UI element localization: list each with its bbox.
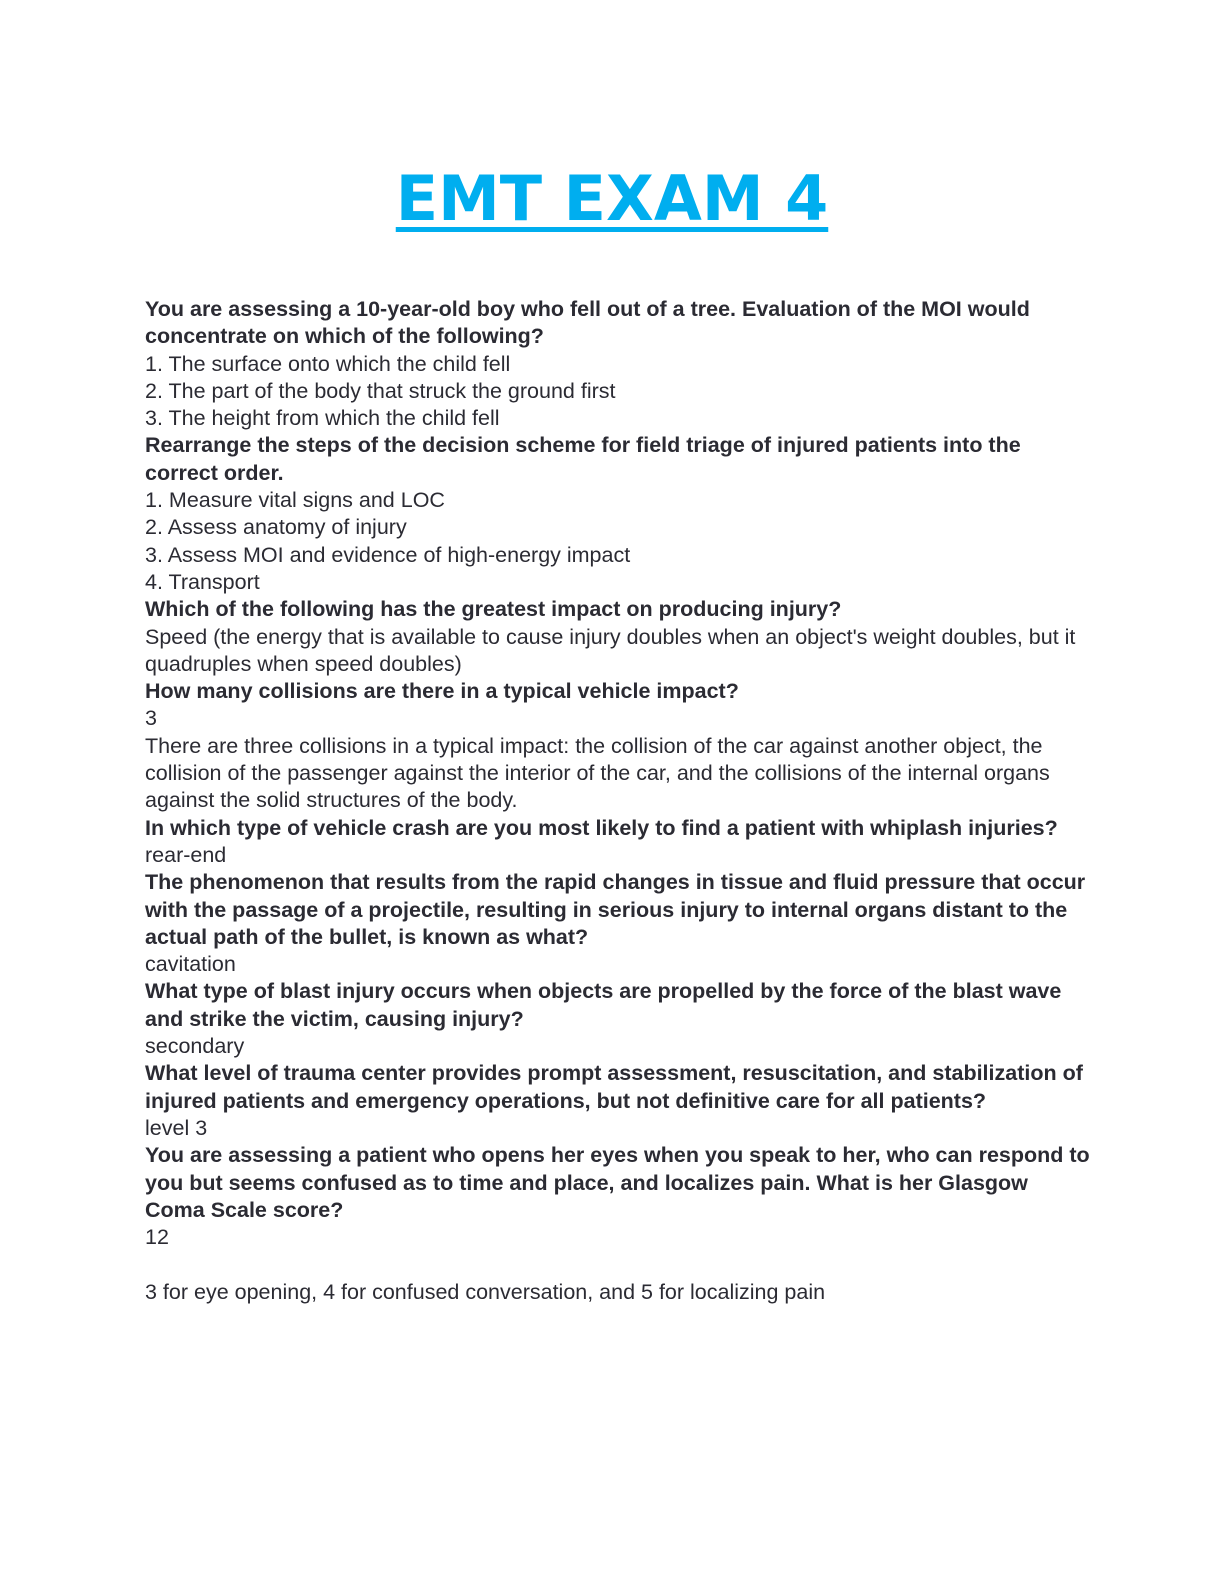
explanation-text: 3 for eye opening, 4 for confused conversation, and 5 for localizing pain — [145, 1279, 826, 1304]
question-text: What level of trauma center provides prompt assessment, resuscitation, and stabilization of injured patients and emergency operations, but not definitive care for all patients? — [145, 1061, 1083, 1113]
question-text: Which of the following has the greatest impact on producing injury? — [145, 597, 842, 622]
question-text: In which type of vehicle crash are you most likely to find a patient with whiplash injuries? — [145, 815, 1058, 840]
qa-item — [145, 596, 1090, 678]
answer-text: 3. The height from which the child fell — [145, 406, 500, 431]
answer-text: 1. The surface onto which the child fell — [145, 351, 511, 376]
answer-text: 2. Assess anatomy of injury — [145, 515, 407, 540]
qa-item — [145, 296, 1090, 432]
answer-text: cavitation — [145, 952, 236, 977]
answer-text: 3. Assess MOI and evidence of high-energy impact — [145, 542, 631, 567]
blank-line — [145, 1251, 1090, 1278]
answer-text: secondary — [145, 1034, 245, 1059]
qa-item — [145, 678, 1090, 814]
question-text: You are assessing a 10-year-old boy who fell out of a tree. Evaluation of the MOI would concentrate on which of the following? — [145, 297, 1030, 349]
answer-text: 1. Measure vital signs and LOC — [145, 488, 445, 513]
document-title: EMT EXAM 4 — [395, 162, 829, 235]
answer-text: 4. Transport — [145, 569, 260, 594]
qa-item — [145, 815, 1090, 870]
qa-item — [145, 869, 1090, 978]
answer-text: 2. The part of the body that struck the ground first — [145, 378, 616, 403]
qa-item — [145, 1142, 1090, 1306]
question-text: What type of blast injury occurs when objects are propelled by the force of the blast wave and strike the victim, causing injury? — [145, 979, 1062, 1031]
answer-text: rear-end — [145, 842, 227, 867]
answer-text: level 3 — [145, 1115, 208, 1140]
question-text: The phenomenon that results from the rapid changes in tissue and fluid pressure that occur with the passage of a projectile, resulting in serious injury to internal organs distant to the actual path of the bullet, is known as what? — [145, 870, 1086, 949]
answer-text: 12 — [145, 1225, 169, 1250]
title-container — [0, 160, 1224, 238]
question-text: Rearrange the steps of the decision scheme for field triage of injured patients into the correct order. — [145, 433, 1021, 485]
qa-content — [145, 296, 1090, 1306]
question-text: You are assessing a patient who opens her eyes when you speak to her, who can respond to you but seems confused as to time and place, and localizes pain. What is her Glasgow Coma Scale score? — [145, 1143, 1090, 1222]
qa-item — [145, 432, 1090, 596]
answer-text: There are three collisions in a typical impact: the collision of the car against another object, the collision of the passenger against the interior of the car, and the collisions of the internal organs against the solid structures of the body. — [145, 733, 1050, 813]
question-text: How many collisions are there in a typical vehicle impact? — [145, 679, 739, 704]
qa-item — [145, 978, 1090, 1060]
answer-text: Speed (the energy that is available to cause injury doubles when an object's weight doubles, but it quadruples when speed doubles) — [145, 624, 1076, 676]
qa-item — [145, 1060, 1090, 1142]
answer-text: 3 — [145, 706, 157, 731]
